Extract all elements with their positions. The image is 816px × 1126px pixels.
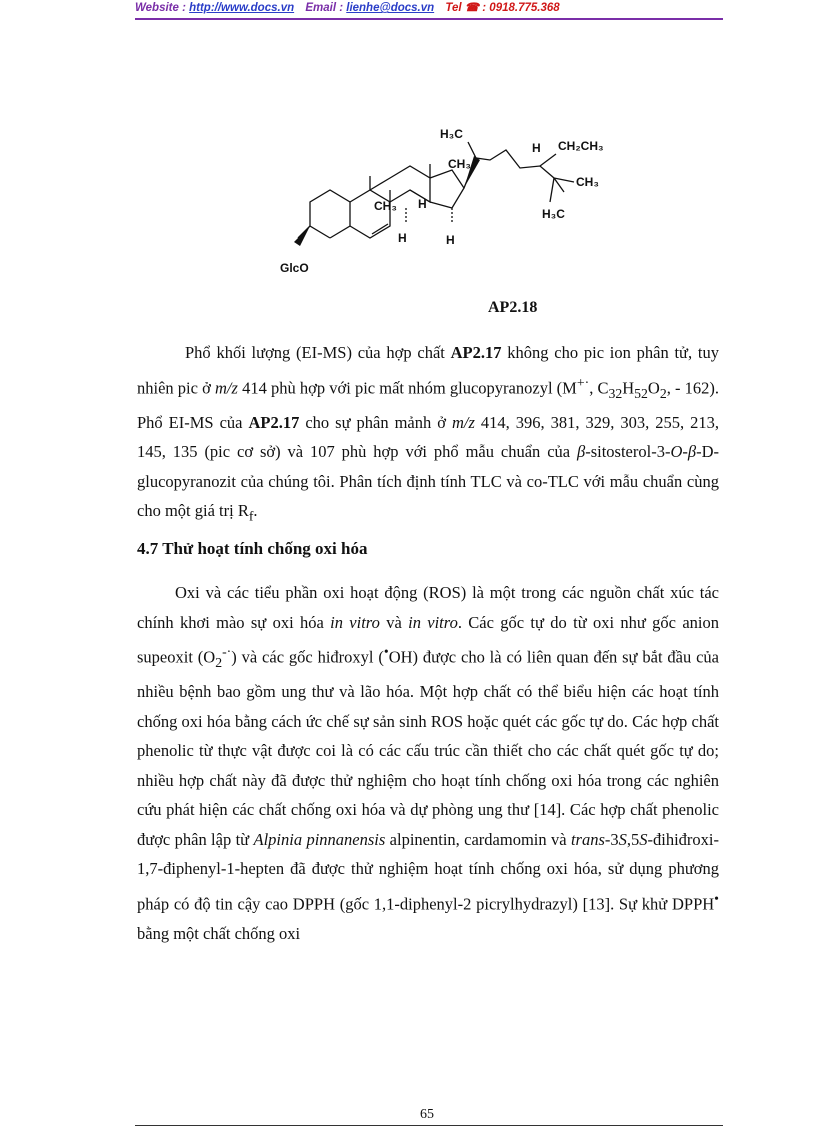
text: bằng một chất chống oxi [137, 923, 301, 943]
subscript: 52 [634, 385, 648, 401]
mz-term: m/z [215, 378, 238, 397]
ch2ch3-label: CH₂CH₃ [558, 139, 604, 153]
subscript: 2 [659, 385, 667, 401]
text: alpinentin, cardamomin và [385, 829, 571, 849]
text: - [682, 442, 688, 462]
email-link[interactable]: lienhe@docs.vn [346, 2, 435, 14]
h-c8-label: H [418, 197, 427, 211]
h-c24-label: H [532, 141, 541, 155]
website-link[interactable]: http://www.docs.vn [189, 2, 295, 14]
email-label: Email : [305, 2, 344, 14]
page-number: 65 [420, 1107, 434, 1122]
text: . [253, 501, 258, 521]
italic-o: O [670, 442, 683, 462]
compound-ref: AP2.17 [248, 412, 300, 432]
greek-beta: β [577, 442, 586, 462]
text: H [622, 378, 635, 397]
text: -D-glucopyranozit của chúng tôi. Phân tích định tính TLC và co-TLC với mẫu chuẩn cùng cho một giá trị R [137, 442, 719, 521]
text: , - 162). Phổ EI-MS của [137, 378, 719, 432]
figure-label: AP2.18 [488, 299, 538, 316]
compound-ref: AP2.17 [450, 343, 502, 362]
subscript: 2 [215, 654, 223, 670]
h-c9-label: H [398, 231, 407, 245]
text: cho sự phân mảnh ở [299, 412, 452, 432]
glco-label: GlcO [280, 261, 309, 275]
ch3-c10-label: CH₃ [374, 199, 397, 213]
text: -sitosterol-3- [585, 442, 671, 462]
paragraph-ms [137, 338, 719, 531]
paragraph-antioxidant [137, 578, 719, 948]
tel-label: Tel ☎ : [445, 2, 487, 14]
text: -đihiđroxi-1,7-điphenyl-1-hepten đã được thử nghiệm hoạt tính chống oxi hóa, sử dụng phương pháp có độ tin cậy cao DPPH (gốc 1,1-diphenyl-2 picrylhydrazyl) [13]. Sự khử DPPH [137, 829, 720, 914]
molecule-svg [270, 120, 640, 295]
italic-term: S [618, 829, 627, 849]
text: 414, 396, 381, 329, 303, 255, 213, 145, 135 (pic cơ sở) và 107 phù hợp với phổ mẫu chuẩn của [137, 412, 719, 462]
h3c-bottom-label: H₃C [542, 207, 565, 221]
tel-value: 0918.775.368 [489, 2, 560, 14]
superscript: • [714, 890, 719, 906]
greek-beta: β [687, 442, 697, 462]
species-name: Alpinia pinnanensis [253, 829, 386, 849]
text: ,5 [626, 829, 640, 849]
text: Oxi và các tiểu phần oxi hoạt động (ROS) là một trong các nguồn chất xúc tác chính khơi mào sự oxi hóa [137, 583, 719, 632]
ch3-right-label: CH₃ [576, 175, 599, 189]
superscript: +· [576, 374, 590, 390]
h3c-top-label: H₃C [440, 127, 463, 141]
website-label: Website : [135, 2, 186, 14]
text: . Các gốc tự do từ oxi như gốc anion supeoxit (O [137, 612, 719, 667]
text: Phổ khối lượng (EI-MS) của hợp chất [185, 343, 451, 362]
subscript: 32 [608, 385, 623, 401]
mz-term: m/z [451, 412, 475, 432]
text: 414 phù hợp với pic mất nhóm glucopyranozyl (M [237, 378, 577, 397]
text: ) và các gốc hiđroxyl ( [231, 647, 384, 667]
h-c14-label: H [446, 233, 455, 247]
superscript: • [383, 644, 389, 659]
subscript: f [248, 508, 254, 524]
text: OH) được cho là có liên quan đến sự bắt đầu của nhiều bệnh bao gồm ung thư và lão hóa. Một hợp chất có thể biểu hiện các hoạt tính chống oxi hóa bằng cách ức chế sự sản sinh ROS hoặc quét các gốc tự do. Các hợp chất phenolic từ thực vật được coi là có các cấu trúc cần thiết cho các chất quét gốc tự do; nhiều hợp chất này đã được thử nghiệm cho hoạt tính chống oxi hóa trong các nghiên cứu phát hiện các chất chống oxi hóa và dự phòng ung thư [14]. Các hợp chất phenolic được phân lập từ [137, 647, 719, 849]
italic-term: trans [570, 829, 605, 849]
section-title: 4.7 Thử hoạt tính chống oxi hóa [137, 539, 368, 558]
text: không cho pic ion phân tử, tuy nhiên pic ở [137, 343, 719, 397]
text: , C [589, 378, 609, 397]
superscript: -· [222, 644, 232, 659]
ch3-c13-label: CH₃ [448, 157, 471, 171]
molecule-structure [270, 120, 640, 295]
italic-term: in vitro [408, 612, 458, 632]
header-divider [135, 18, 723, 20]
text: và [379, 612, 409, 632]
italic-term: in vitro [330, 612, 380, 632]
italic-term: S [639, 829, 648, 849]
text: -3 [604, 829, 619, 849]
page-header [135, 0, 723, 18]
text: O [647, 378, 660, 397]
